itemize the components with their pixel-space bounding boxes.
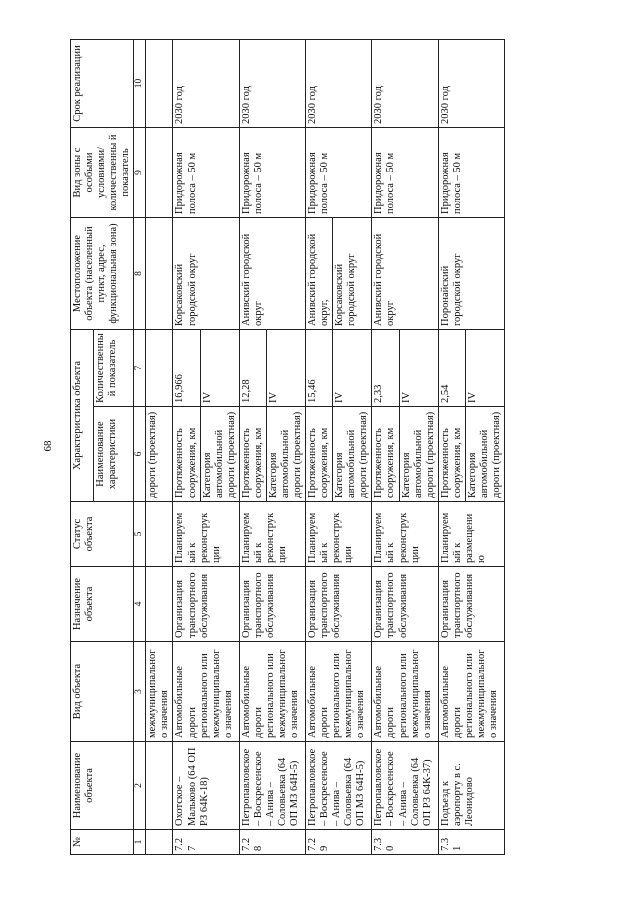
- header-status: Статус объекта: [71, 502, 134, 567]
- table-row: [306, 40, 333, 855]
- row-number: 7.28: [239, 830, 305, 855]
- object-zone: Придорожная полоса – 50 м: [372, 128, 438, 218]
- char-length-name: Протяженность сооружения, км: [239, 407, 266, 502]
- object-status: Планируем ый к реконструк ции: [239, 502, 305, 567]
- char-category-qty: IV: [200, 330, 239, 407]
- object-purpose: Организация транспортного обслуживания: [173, 567, 239, 642]
- char-length-qty: 2,33: [372, 330, 399, 407]
- char-length-name: Протяженность сооружения, км: [438, 407, 465, 502]
- object-status: Планируем ый к размещени ю: [438, 502, 504, 567]
- col-number: 10: [134, 40, 146, 128]
- object-status: Планируем ый к реконструк ции: [372, 502, 438, 567]
- col-number: 8: [134, 218, 146, 330]
- char-length-name: Протяженность сооружения, км: [372, 407, 399, 502]
- object-location: Анивский городской округ: [239, 218, 305, 330]
- object-name: Петропавловское – Воскресенское – Анива – Соловьевка (64 ОП МЗ 64Н-5): [239, 742, 305, 830]
- char-category-name: Категория автомобильной дороги (проектная): [465, 407, 504, 502]
- object-location-secondary: Корсаковский городской округ: [333, 218, 372, 330]
- object-purpose: Организация транспортного обслуживания: [438, 567, 504, 642]
- col-number: 5: [134, 502, 146, 567]
- object-name: Охотское – Мальково (64 ОП РЗ 64К-18): [173, 742, 239, 830]
- col-number: 6: [134, 407, 146, 502]
- table-row: [239, 40, 266, 855]
- char-length-name: Протяженность сооружения, км: [173, 407, 200, 502]
- header-location: Местоположение объекта (населенный пункт, адрес, функциональная зона): [71, 218, 134, 330]
- header-name: Наименование объекта: [71, 742, 134, 830]
- objects-table: [70, 39, 505, 855]
- object-term: 2030 год: [239, 40, 305, 128]
- row-number: 7.29: [306, 830, 372, 855]
- header-char-name: Наименование характеристики: [93, 407, 134, 502]
- header-row: [71, 40, 94, 855]
- col-number: 9: [134, 128, 146, 218]
- object-status: Планируем ый к реконструк ции: [173, 502, 239, 567]
- char-category-name: Категория автомобильной дороги (проектная): [333, 407, 372, 502]
- char-length-name: Протяженность сооружения, км: [306, 407, 333, 502]
- object-zone: Придорожная полоса – 50 м: [173, 128, 239, 218]
- continuation-kind: межмуниципального значения: [146, 642, 173, 742]
- object-zone: Придорожная полоса – 50 м: [438, 128, 504, 218]
- row-number: 7.30: [372, 830, 438, 855]
- object-zone: Придорожная полоса – 50 м: [239, 128, 305, 218]
- object-location: Анивский городской округ: [372, 218, 438, 330]
- header-zone: Вид зоны с особыми условиями/ количественны й показатель: [71, 128, 134, 218]
- rotated-table-container: [70, 40, 580, 855]
- table-row: [438, 40, 465, 855]
- col-number: 1: [134, 830, 146, 855]
- char-category-name: Категория автомобильной дороги (проектная): [200, 407, 239, 502]
- object-purpose: Организация транспортного обслуживания: [239, 567, 305, 642]
- char-category-name: Категория автомобильной дороги (проектная): [399, 407, 438, 502]
- object-kind: Автомобильные дороги регионального или межмуниципального значения: [438, 642, 504, 742]
- table-row: [173, 40, 200, 855]
- object-term: 2030 год: [306, 40, 372, 128]
- object-kind: Автомобильные дороги регионального или межмуниципального значения: [306, 642, 372, 742]
- object-name: Петропавловское – Воскресенское – Анива – Соловьевка (64 ОП МЗ 64Н-5): [306, 742, 372, 830]
- char-category-qty: IV: [266, 330, 305, 407]
- continuation-row: [146, 40, 173, 855]
- char-category-qty: IV: [399, 330, 438, 407]
- object-name: Подъезд к аэропорту в с. Леонидово: [438, 742, 504, 830]
- page-number: 68: [42, 440, 54, 452]
- object-location: Анивский городской округ,: [306, 218, 333, 330]
- header-char-qty: Количественны й показатель: [93, 330, 134, 407]
- header-purpose: Назначение объекта: [71, 567, 134, 642]
- object-term: 2030 год: [438, 40, 504, 128]
- char-length-qty: 15,46: [306, 330, 333, 407]
- table-row: [372, 40, 399, 855]
- char-category-qty: IV: [333, 330, 372, 407]
- object-term: 2030 год: [173, 40, 239, 128]
- header-no: №: [71, 830, 134, 855]
- object-purpose: Организация транспортного обслуживания: [372, 567, 438, 642]
- object-status: Планируем ый к реконструк ции: [306, 502, 372, 567]
- object-kind: Автомобильные дороги регионального или межмуниципального значения: [173, 642, 239, 742]
- char-length-qty: 12,28: [239, 330, 266, 407]
- row-number: 7.27: [173, 830, 239, 855]
- object-kind: Автомобильные дороги регионального или межмуниципального значения: [372, 642, 438, 742]
- col-number: 3: [134, 642, 146, 742]
- object-location: Поронайский городской округ: [438, 218, 504, 330]
- row-number: 7.31: [438, 830, 504, 855]
- object-zone: Придорожная полоса – 50 м: [306, 128, 372, 218]
- continuation-char-name: дороги (проектная): [146, 407, 173, 502]
- header-term: Срок реализации: [71, 40, 134, 128]
- col-number: 7: [134, 330, 146, 407]
- header-characteristics: Характеристика объекта: [71, 330, 94, 502]
- object-name: Петропавловское – Воскресенское – Анива – Соловьевка (64 ОП РЗ 64К-37): [372, 742, 438, 830]
- char-length-qty: 2,54: [438, 330, 465, 407]
- object-location: Корсаковский городской округ: [173, 218, 239, 330]
- object-term: 2030 год: [372, 40, 438, 128]
- char-length-qty: 16,966: [173, 330, 200, 407]
- object-kind: Автомобильные дороги регионального или межмуниципального значения: [239, 642, 305, 742]
- header-kind: Вид объекта: [71, 642, 134, 742]
- col-number: 2: [134, 742, 146, 830]
- column-numbers-row: [134, 40, 146, 855]
- object-purpose: Организация транспортного обслуживания: [306, 567, 372, 642]
- char-category-qty: IV: [465, 330, 504, 407]
- char-category-name: Категория автомобильной дороги (проектная): [266, 407, 305, 502]
- col-number: 4: [134, 567, 146, 642]
